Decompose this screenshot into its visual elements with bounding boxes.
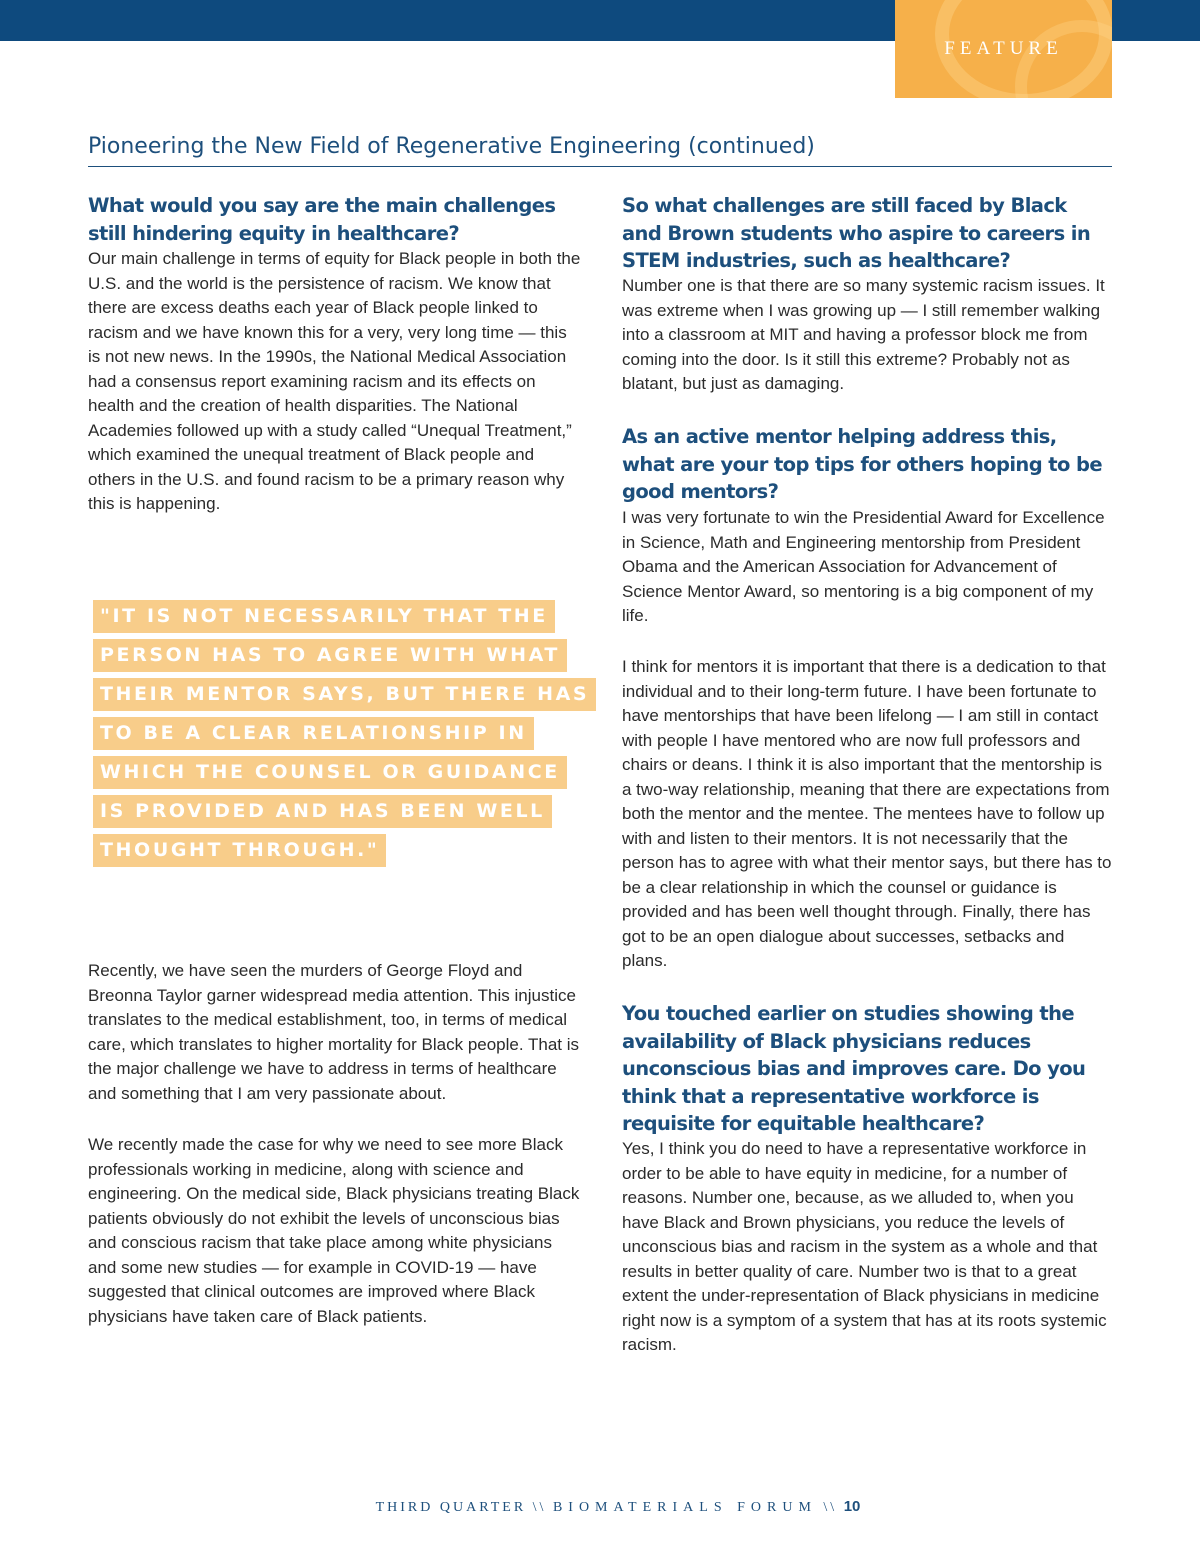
pull-quote-line: WHICH THE COUNSEL OR GUIDANCE bbox=[93, 756, 567, 789]
footer-issue: THIRD QUARTER bbox=[375, 1500, 527, 1515]
pull-quote-line: IS PROVIDED AND HAS BEEN WELL bbox=[93, 795, 552, 828]
pull-quote-line: "IT IS NOT NECESSARILY THAT THE bbox=[93, 600, 555, 633]
question-heading: As an active mentor helping address this, what are your top tips for others hoping to be good mentors? bbox=[622, 425, 1102, 503]
question-heading: You touched earlier on studies showing the availability of Black physicians reduces unconscious bias and improves care. Do you think that a representative workforce is requisite for equitable healthcare? bbox=[622, 1002, 1086, 1135]
answer-paragraph: I was very fortunate to win the Presidential Award for Excellence in Science, Math and Engineering mentorship from President Obama and the American Association for Advancement of Science Mentor Award, so mentoring is a big component of my life. bbox=[622, 508, 1105, 625]
pull-quote-line: THOUGHT THROUGH." bbox=[93, 834, 386, 867]
section-label: FEATURE bbox=[944, 38, 1063, 59]
question-heading: So what challenges are still faced by Black and Brown students who aspire to careers in STEM industries, such as healthcare? bbox=[622, 194, 1091, 272]
question-heading: What would you say are the main challenges still hindering equity in healthcare? bbox=[88, 194, 556, 245]
page-footer bbox=[0, 1498, 1200, 1516]
page-title: Pioneering the New Field of Regenerative Engineering (continued) bbox=[88, 133, 1112, 167]
answer-paragraph: Recently, we have seen the murders of George Floyd and Breonna Taylor garner widespread media attention. This injustice translates to the medical establishment, too, in terms of medical care, which translates to higher mortality for Black people. That is the major challenge we have to address in terms of healthcare and something that I am very passionate about. bbox=[88, 961, 580, 1103]
footer-separator: \\ bbox=[823, 1500, 838, 1515]
answer-paragraph: Number one is that there are so many systemic racism issues. It was extreme when I was growing up — I still remember walking into a classroom at MIT and having a professor block me from coming into the door. Is it still this extreme? Probably not as blatant, but just as damaging. bbox=[622, 276, 1105, 393]
pull-quote-line: TO BE A CLEAR RELATIONSHIP IN bbox=[93, 717, 534, 750]
answer-paragraph: Our main challenge in terms of equity for Black people in both the U.S. and the world is the persistence of racism. We know that there are excess deaths each year of Black people linked to racism and we have known this for a very, very long time — this is not new news. In the 1990s, the National Medical Association had a consensus report examining racism and its effects on health and the creation of health disparities. The National Academies followed up with a study called “Unequal Treatment,” which examined the unequal treatment of Black people and others in the U.S. and found racism to be a primary reason why this is happening. bbox=[88, 249, 581, 513]
answer-paragraph: I think for mentors it is important that there is a dedication to that individual and to their long-term future. I have been fortunate to have mentorships that have been lifelong — I am still in contact with people I have mentored who are now full professors and chairs or deans. I think it is also important that the mentorship is a two-way relationship, meaning that there are expectations from both the mentor and the mentee. The mentees have to follow up with and listen to their mentors. It is not necessarily that the person has to agree with what their mentor says, but there has to be a clear relationship in which the counsel or guidance is provided and has been well thought through. Finally, there has got to be an open dialogue about successes, setbacks and plans. bbox=[622, 657, 1112, 970]
footer-separator: \\ bbox=[532, 1500, 547, 1515]
footer-publication: BIOMATERIALS FORUM bbox=[552, 1500, 817, 1515]
pull-quote-line: THEIR MENTOR SAYS, BUT THERE HAS bbox=[93, 678, 596, 711]
pull-quote-line: PERSON HAS TO AGREE WITH WHAT bbox=[93, 639, 567, 672]
answer-paragraph: We recently made the case for why we need to see more Black professionals working in medicine, along with science and engineering. On the medical side, Black physicians treating Black patients obviously do not exhibit the levels of unconscious bias and conscious racism that take place among white physicians and some new studies — for example in COVID-19 — have suggested that clinical outcomes are improved where Black physicians have taken care of Black patients. bbox=[88, 1135, 580, 1326]
right-column bbox=[622, 0, 1112, 1553]
pull-quote bbox=[93, 600, 590, 873]
page-number: 10 bbox=[843, 1498, 861, 1515]
answer-paragraph: Yes, I think you do need to have a representative workforce in order to be able to have equity in medicine, for a number of reasons. Number one, because, as we alluded to, when you have Black and Brown physicians, you reduce the levels of unconscious bias and racism in the system as a whole and that results in better quality of care. Number two is that to a great extent the under-representation of Black physicians in medicine right now is a symptom of a system that has at its roots systemic racism. bbox=[622, 1139, 1107, 1354]
